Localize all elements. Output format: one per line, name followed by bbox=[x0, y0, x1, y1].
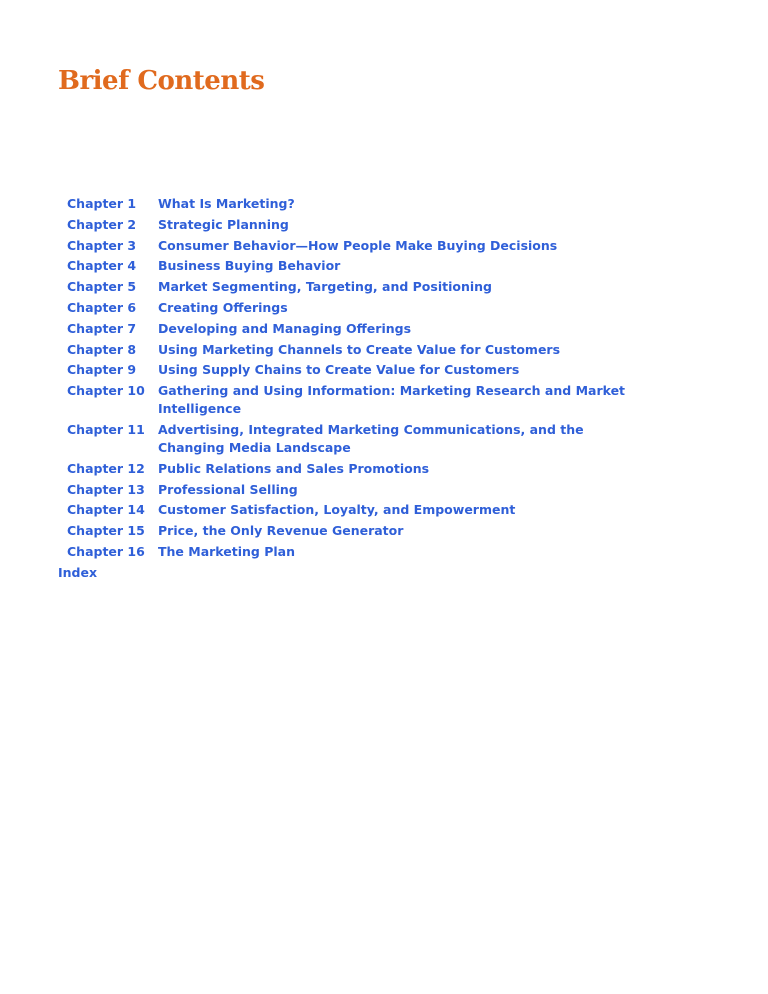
chapter-title[interactable]: Market Segmenting, Targeting, and Positioning bbox=[158, 279, 492, 295]
chapter-label[interactable]: Chapter 9 bbox=[67, 362, 137, 378]
toc-entry-5[interactable] bbox=[58, 278, 648, 296]
toc-entry-9[interactable] bbox=[58, 361, 648, 379]
chapter-label[interactable]: Chapter 11 bbox=[67, 421, 145, 437]
chapter-label[interactable]: Chapter 10 bbox=[67, 383, 145, 399]
chapter-label[interactable]: Chapter 14 bbox=[67, 502, 145, 518]
table-of-contents bbox=[58, 195, 648, 582]
toc-entry-12[interactable] bbox=[58, 460, 648, 478]
toc-entry-15[interactable] bbox=[58, 522, 648, 540]
chapter-title[interactable]: Business Buying Behavior bbox=[158, 258, 341, 274]
chapter-title[interactable]: The Marketing Plan bbox=[158, 543, 295, 559]
chapter-title[interactable]: Creating Offerings bbox=[158, 299, 288, 315]
chapter-title[interactable]: Advertising, Integrated Marketing Communications, and the Changing Media Landscape bbox=[158, 421, 584, 455]
chapter-title[interactable]: Gathering and Using Information: Marketing Research and Market Intelligence bbox=[158, 383, 626, 417]
chapter-title[interactable]: Price, the Only Revenue Generator bbox=[158, 523, 404, 539]
chapter-label[interactable]: Chapter 15 bbox=[67, 523, 145, 539]
toc-entry-3[interactable] bbox=[58, 237, 648, 255]
toc-entry-14[interactable] bbox=[58, 501, 648, 519]
toc-entry-10[interactable] bbox=[58, 382, 648, 418]
chapter-label[interactable]: Chapter 3 bbox=[67, 237, 137, 253]
chapter-label[interactable]: Chapter 6 bbox=[67, 299, 137, 315]
chapter-label[interactable]: Chapter 13 bbox=[67, 481, 145, 497]
toc-entry-2[interactable] bbox=[58, 216, 648, 234]
chapter-title[interactable]: Customer Satisfaction, Loyalty, and Empowerment bbox=[158, 502, 516, 518]
chapter-title[interactable]: What Is Marketing? bbox=[158, 196, 295, 211]
chapter-label[interactable]: Chapter 1 bbox=[67, 196, 137, 211]
toc-entry-13[interactable] bbox=[58, 481, 648, 499]
chapter-label[interactable]: Chapter 16 bbox=[67, 543, 145, 559]
chapter-title[interactable]: Using Marketing Channels to Create Value for Customers bbox=[158, 341, 561, 357]
chapter-label[interactable]: Chapter 5 bbox=[67, 279, 137, 295]
chapter-title[interactable]: Professional Selling bbox=[158, 481, 298, 497]
toc-entry-1[interactable] bbox=[58, 195, 648, 213]
toc-entry-4[interactable] bbox=[58, 257, 648, 275]
chapter-title[interactable]: Using Supply Chains to Create Value for Customers bbox=[158, 362, 520, 378]
chapter-title[interactable]: Strategic Planning bbox=[158, 216, 289, 232]
chapter-title[interactable]: Public Relations and Sales Promotions bbox=[158, 460, 430, 476]
toc-entry-16[interactable] bbox=[58, 543, 648, 561]
chapter-title[interactable]: Consumer Behavior—How People Make Buying Decisions bbox=[158, 237, 558, 253]
chapter-title[interactable]: Developing and Managing Offerings bbox=[158, 320, 412, 336]
chapter-label[interactable]: Chapter 4 bbox=[67, 258, 137, 274]
page-title: Brief Contents bbox=[58, 66, 265, 96]
chapter-label[interactable]: Chapter 8 bbox=[67, 341, 137, 357]
toc-entry-11[interactable] bbox=[58, 421, 648, 457]
chapter-label[interactable]: Chapter 2 bbox=[67, 216, 137, 232]
chapter-label[interactable]: Chapter 12 bbox=[67, 460, 145, 476]
toc-entry-7[interactable] bbox=[58, 320, 648, 338]
chapter-label[interactable]: Chapter 7 bbox=[67, 320, 137, 336]
toc-entry-6[interactable] bbox=[58, 299, 648, 317]
index-link[interactable]: Index bbox=[58, 564, 98, 580]
toc-entry-8[interactable] bbox=[58, 341, 648, 359]
